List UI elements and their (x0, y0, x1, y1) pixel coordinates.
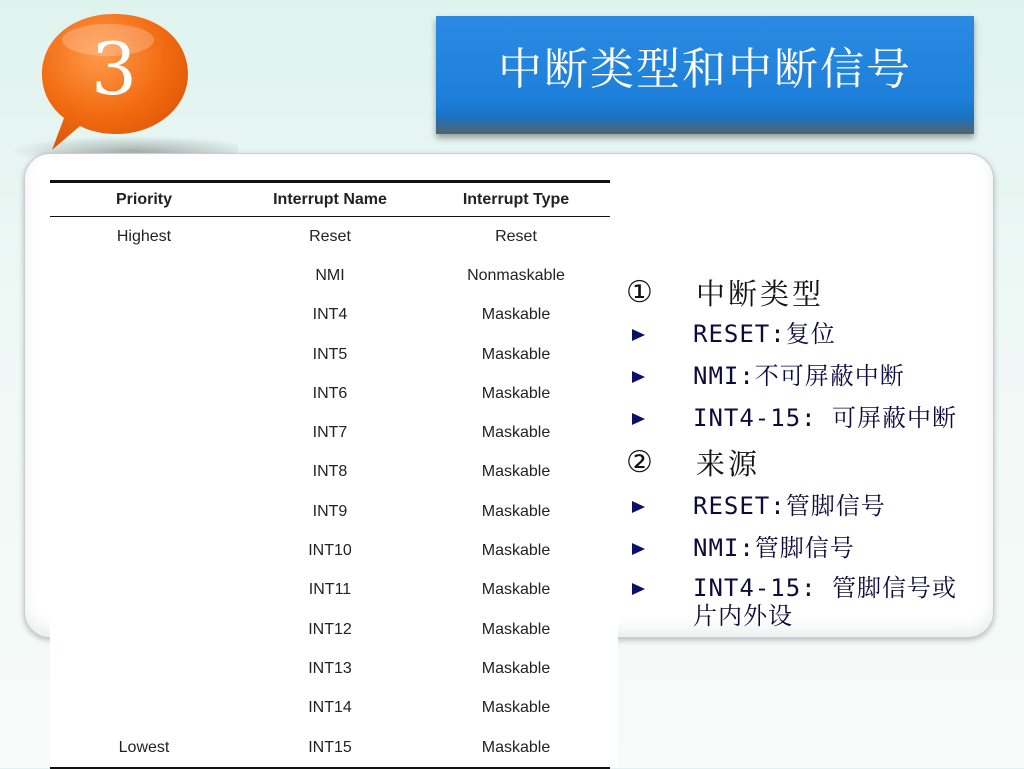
section-number-badge (38, 10, 190, 138)
table-row (50, 453, 610, 492)
priority-cell (50, 689, 238, 728)
interrupt-name-cell: INT11 (308, 581, 352, 599)
badge-number: 3 (91, 27, 137, 111)
triangle-bullet-icon (632, 583, 645, 595)
interrupt-type-cell: Maskable (481, 306, 551, 324)
interrupt-priority-table (50, 180, 610, 769)
priority-cell (50, 492, 238, 531)
table-row (50, 217, 610, 257)
title-banner (436, 16, 974, 134)
interrupt-type-cell: Maskable (481, 620, 551, 638)
interrupt-type-cell: Maskable (422, 728, 610, 768)
table-row (50, 256, 610, 295)
priority-cell (50, 374, 238, 413)
section-title: 来源 (696, 446, 761, 481)
priority-cell (50, 571, 238, 610)
header-interrupt-name: Interrupt Name (238, 182, 422, 217)
section-number: ② (626, 444, 653, 480)
slide-title: 中断类型和中断信号 (498, 44, 912, 95)
list-item (626, 404, 973, 432)
interrupt-name-cell: INT13 (308, 659, 352, 677)
interrupt-name-cell: INT10 (308, 542, 352, 560)
header-interrupt-type: Interrupt Type (422, 182, 610, 217)
triangle-bullet-icon (632, 501, 645, 513)
priority-cell: Lowest (50, 728, 238, 768)
interrupt-name-cell: INT12 (308, 620, 352, 638)
interrupt-type-cell: Maskable (481, 502, 551, 520)
list-item (626, 574, 973, 630)
interrupt-table-panel (50, 180, 618, 768)
triangle-bullet-icon (632, 329, 645, 341)
list-item (626, 362, 973, 390)
interrupt-name-cell: INT7 (312, 424, 348, 442)
priority-cell (50, 296, 238, 335)
interrupt-type-cell: Maskable (481, 384, 551, 402)
interrupt-type-cell: Maskable (481, 424, 551, 442)
interrupt-type-cell: Nonmaskable (467, 266, 565, 284)
interrupt-type-cell: Maskable (481, 699, 551, 717)
list-item-text: NMI:不可屏蔽中断 (693, 362, 905, 390)
interrupt-name-cell: INT5 (312, 345, 348, 363)
interrupt-name-cell: NMI (315, 266, 345, 284)
triangle-bullet-icon (632, 371, 645, 383)
interrupt-type-cell: Maskable (481, 581, 551, 599)
list-item-text: RESET:管脚信号 (693, 492, 886, 520)
interrupt-type-cell: Maskable (481, 463, 551, 481)
table-row (50, 335, 610, 374)
priority-cell (50, 335, 238, 374)
priority-cell (50, 256, 238, 295)
table-row (50, 413, 610, 452)
triangle-bullet-icon (632, 543, 645, 555)
interrupt-name-cell: INT6 (312, 384, 348, 402)
section-heading (626, 272, 824, 312)
table-row (50, 531, 610, 570)
priority-cell (50, 649, 238, 688)
list-item (626, 320, 973, 348)
list-item-text: RESET:复位 (693, 320, 836, 348)
priority-cell (50, 531, 238, 570)
triangle-bullet-icon (632, 413, 645, 425)
list-item-text: INT4-15: 管脚信号或片内外设 (693, 574, 958, 630)
interrupt-name-cell: INT15 (238, 728, 422, 768)
interrupt-name-cell: INT8 (312, 463, 348, 481)
section-heading (626, 442, 760, 482)
interrupt-name-cell: INT4 (312, 306, 348, 324)
list-item (626, 534, 973, 562)
table-row (50, 610, 610, 649)
table-row (50, 728, 610, 768)
table-row (50, 571, 610, 610)
interrupt-type-cell: Reset (495, 227, 537, 245)
priority-cell (50, 610, 238, 649)
section-title: 中断类型 (696, 276, 825, 311)
list-item-text: INT4-15: 可屏蔽中断 (693, 404, 958, 432)
priority-cell (50, 413, 238, 452)
table-row (50, 296, 610, 335)
priority-cell (50, 453, 238, 492)
interrupt-name-cell: INT9 (312, 502, 348, 520)
section-number: ① (626, 274, 653, 310)
priority-cell: Highest (116, 227, 172, 245)
table-row (50, 649, 610, 688)
interrupt-type-cell: Maskable (481, 345, 551, 363)
table-row (50, 689, 610, 728)
header-priority: Priority (50, 182, 238, 217)
table-row (50, 374, 610, 413)
interrupt-name-cell: INT14 (308, 699, 352, 717)
list-item-text: NMI:管脚信号 (693, 534, 855, 562)
table-row (50, 492, 610, 531)
list-item (626, 492, 973, 520)
table-header-row (50, 182, 610, 217)
interrupt-type-cell: Maskable (481, 659, 551, 677)
interrupt-name-cell: Reset (309, 227, 351, 245)
interrupt-type-cell: Maskable (481, 542, 551, 560)
